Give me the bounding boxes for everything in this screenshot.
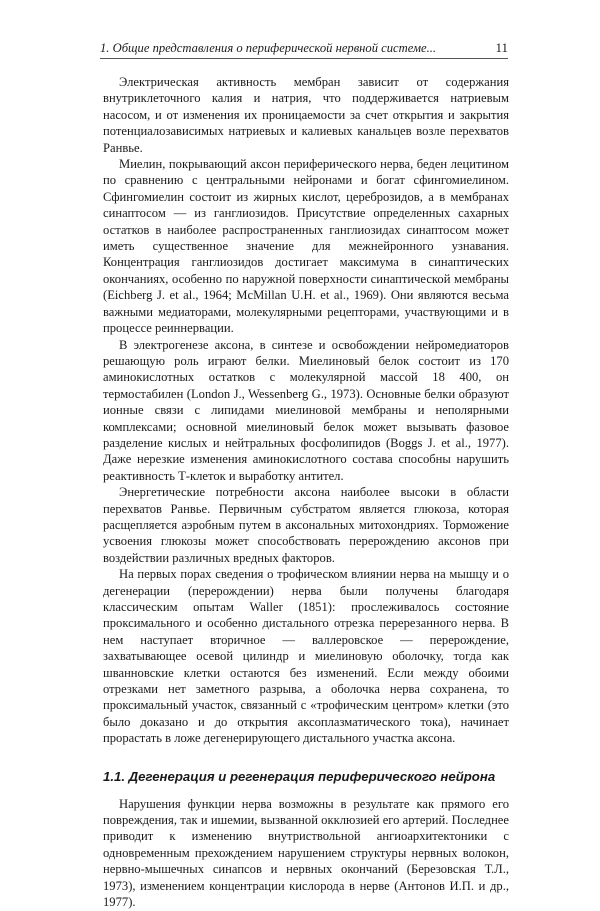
running-header [100,40,508,59]
paragraph-myelin: Миелин, покрывающий аксон периферического нерва, беден лецитином по сравнению с центральными нейронами и богат сфингомиелином. Сфингомиелин состоит из жирных кислот, цереброзидов, а в мембранах синаптосом — из ганглиозидов. Присутствие определенных сахарных остатков в наиболее распространенных ганглиозидах синаптосом может иметь существенное значение для межнейронного узнавания. Концентрация ганглиозидов достигает максимума в синаптических окончаниях, особенно по наружной поверхности синаптической мембраны (Eichberg J. et al., 1964; McMillan U.H. et al., 1969). Они являются весьма важными медиаторами, молекулярными рецепторами, участвующими и в процессе реиннервации. [103,157,509,336]
running-title: 1. Общие представления о периферической нервной системе... [100,41,437,55]
section-heading: 1.1. Дегенерация и регенерация периферического нейрона [103,768,496,784]
body-text [103,74,509,911]
paragraph-proteins: В электрогенезе аксона, в синтезе и освобождении нейромедиаторов решающую роль играют белки. Миелиновый белок состоит из 170 аминокислотных остатков с молекулярной массой 18 400, он термостабилен (London J., Wessenberg G., 1973). Основные белки образуют ионные связи с липидами миелиновой мембраны и неполярными комплексами; основной миелиновый белок может вызывать фазовое разделение кислых и нейтральных фосфолипидов (Boggs J. et al., 1977). Даже нерезкие изменения аминокислотного состава способны нарушить реактивность Т-клеток и выработку антител. [103,337,509,483]
page-number: 11 [495,40,508,55]
paragraph-membrane-activity: Электрическая активность мембран зависит от содержания внутриклеточного калия и натрия, что поддерживается натриевым насосом, и от изменения их проницаемости за счет открытия и закрытия потенциалозависимых натриевых и калиевых канальцев возле перехватов Ранвье. [103,75,509,155]
paragraph-energy: Энергетические потребности аксона наиболее высоки в области перехватов Ранвье. Первичным субстратом является глюкоза, которая расщепляется аэробным путем в аксональных митохондриях. Торможение усвоения глюкозы может способствовать перерождению аксонов при воздействии различных вредных факторов. [103,485,509,565]
paragraph-waller: На первых порах сведения о трофическом влиянии нерва на мышцу и о дегенерации (перерождении) нерва были получены благодаря классическим опытам Waller (1851): прослеживалось состояние проксимального и особенно дистального отрезка перерезанного нерва. В нем наступает вторичное — валлеровское — перерождение, захватывающее осевой цилиндр и миелиновую оболочку, тогда как шванновские клетки остаются без изменений. Если между обоими отрезками нет заметного разрыва, а оболочка нерва сохранена, то проксимальный участок, связанный с «трофическим центром» клетки (это было доказано и до открытия аксоплазматического тока), начинает прорастать в ложе дегенерирующего дистального участка аксона. [103,567,509,746]
section-paragraph: Нарушения функции нерва возможны в результате как прямого его повреждения, так и ишемии, вызванной окклюзией его артерий. Последнее приводит к изменению внутриствольной ангиоархитектоники с одновременным прехождением нарушением структуры нервных волокон, нервно-мышечных синапсов и нервных окончаний (Березовская Т.Л., 1973), изменением концентрации кислорода в нерве (Антонов И.П. и др., 1977). [103,796,509,910]
